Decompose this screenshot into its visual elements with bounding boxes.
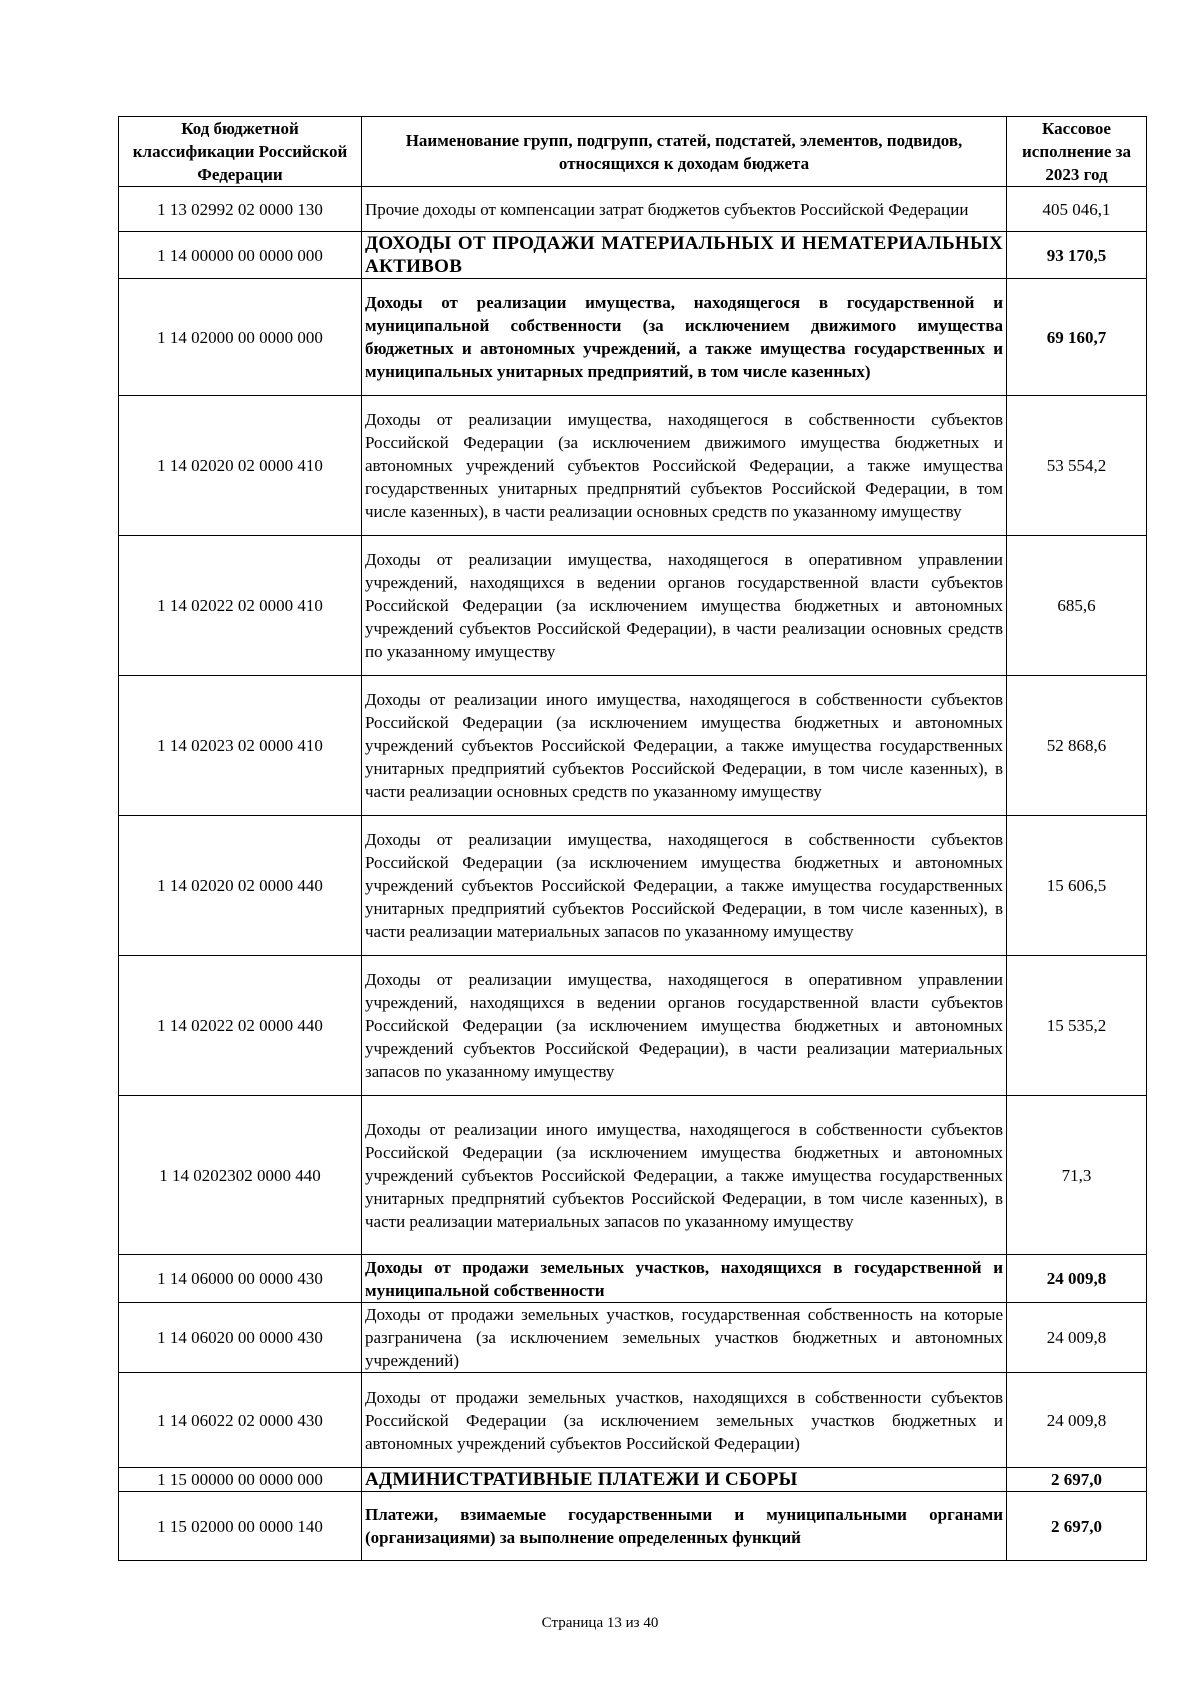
row-amount: 405 046,1 [1007,187,1147,232]
row-amount: 685,6 [1007,536,1147,676]
table-row [119,1096,1147,1255]
header-code: Код бюджетной классификации Российской Федерации [119,117,362,187]
page-number: Страница 13 из 40 [541,1615,659,1631]
row-amount: 24 009,8 [1007,1255,1147,1303]
table-row [119,956,1147,1096]
header-amount: Кассовое исполнение за 2023 год [1007,117,1147,187]
row-name: Доходы от реализации иного имущества, находящегося в собственности субъектов Российской Федерации (за исключением имущества бюджетных и автономных учреждений субъектов Российской Федерации, а также имущества государственных унитарных предпрнятий субъектов Российской Федерации, в том числе казенных), в части реализации материальных запасов по указанному имуществу [362,1096,1007,1255]
row-code: 1 13 02992 02 0000 130 [119,187,362,232]
row-amount: 2 697,0 [1007,1468,1147,1492]
table-row [119,1373,1147,1468]
row-name: Доходы от реализации имущества, находящегося в оперативном управлении учреждений, находящихся в ведении органов государственной власти субъектов Российской Федерации (за исключением имущества бюджетных и автономных учреждений субъектов Российской Федерации), в части реализации материальных запасов по указанному имуществу [362,956,1007,1096]
table-row [119,1492,1147,1561]
row-name: Доходы от реализации имущества, находящегося в государственной и муниципальной собственности (за исключением движимого имущества бюджетных и автономных учреждений, а также имущества государственных и муниципальных унитарных предприятий, в том числе казенных) [362,279,1007,396]
row-amount: 2 697,0 [1007,1492,1147,1561]
row-code: 1 15 00000 00 0000 000 [119,1468,362,1492]
table-row [119,1303,1147,1373]
table-row [119,187,1147,232]
table-row [119,1468,1147,1492]
row-code: 1 14 02022 02 0000 440 [119,956,362,1096]
table-row [119,279,1147,396]
table-row [119,396,1147,536]
row-name: Доходы от реализации имущества, находящегося в оперативном управлении учреждений, находящихся в ведении органов государственной власти субъектов Российской Федерации (за исключением имущества бюджетных и автономных учреждений субъектов Российской Федерации), в части реализации основных средств по указанному имуществу [362,536,1007,676]
row-name: Доходы от реализации имущества, находящегося в собственности субъектов Российской Федерации (за исключением имущества бюджетных и автономных учреждений субъектов Российской Федерации, а также имущества государственных унитарных предприятий субъектов Российской Федерации, в том числе казенных), в части реализации материальных запасов по указанному имуществу [362,816,1007,956]
row-code: 1 14 02023 02 0000 410 [119,676,362,816]
row-code: 1 14 06000 00 0000 430 [119,1255,362,1303]
row-amount: 24 009,8 [1007,1303,1147,1373]
row-amount: 15 606,5 [1007,816,1147,956]
row-name: Доходы от продажи земельных участков, находящихся в собственности субъектов Российской Федерации (за исключением земельных участков бюджетных и автономных учреждений субъектов Российской Федерации) [362,1373,1007,1468]
row-name: Доходы от реализации имущества, находящегося в собственности субъектов Российской Федерации (за исключением движимого имущества бюджетных и автономных учреждений субъектов Российской Федерации, а также имущества государственных унитарных предпрнятий субъектов Российской Федерации, в том числе казенных), в части реализации основных средств по указанному имуществу [362,396,1007,536]
table-row [119,816,1147,956]
row-name: Доходы от реализации иного имущества, находящегося в собственности субъектов Российской Федерации (за исключением имущества бюджетных и автономных учреждений субъектов Российской Федерации, а также имущества государственных унитарных предприятий субъектов Российской Федерации, в том числе казенных), в части реализации основных средств по указанному имуществу [362,676,1007,816]
row-name: ДОХОДЫ ОТ ПРОДАЖИ МАТЕРИАЛЬНЫХ И НЕМАТЕРИАЛЬНЫХ АКТИВОВ [362,232,1007,279]
row-amount: 53 554,2 [1007,396,1147,536]
row-code: 1 14 02020 02 0000 440 [119,816,362,956]
row-code: 1 14 02020 02 0000 410 [119,396,362,536]
row-name: АДМИНИСТРАТИВНЫЕ ПЛАТЕЖИ И СБОРЫ [362,1468,1007,1492]
row-code: 1 14 06022 02 0000 430 [119,1373,362,1468]
table-header-row [119,117,1147,187]
row-code: 1 14 00000 00 0000 000 [119,232,362,279]
row-code: 1 14 02000 00 0000 000 [119,279,362,396]
table-row [119,536,1147,676]
row-amount: 71,3 [1007,1096,1147,1255]
table-row [119,232,1147,279]
row-amount: 15 535,2 [1007,956,1147,1096]
table-row [119,676,1147,816]
row-code: 1 15 02000 00 0000 140 [119,1492,362,1561]
row-name: Платежи, взимаемые государственными и муниципальными органами (организациями) за выполнение определенных функций [362,1492,1007,1561]
revenue-table [118,116,1147,1561]
row-amount: 93 170,5 [1007,232,1147,279]
row-amount: 69 160,7 [1007,279,1147,396]
row-code: 1 14 0202302 0000 440 [119,1096,362,1255]
table-row [119,1255,1147,1303]
header-name: Наименование групп, подгрупп, статей, подстатей, элементов, подвидов, относящихся к доходам бюджета [362,117,1007,187]
row-name: Прочие доходы от компенсации затрат бюджетов субъектов Российской Федерации [362,187,1007,232]
row-code: 1 14 02022 02 0000 410 [119,536,362,676]
row-name: Доходы от продажи земельных участков, государственная собственность на которые разграничена (за исключением земельных участков бюджетных и автономных учреждений) [362,1303,1007,1373]
row-name: Доходы от продажи земельных участков, находящихся в государственной и муниципальной собственности [362,1255,1007,1303]
row-code: 1 14 06020 00 0000 430 [119,1303,362,1373]
row-amount: 24 009,8 [1007,1373,1147,1468]
row-amount: 52 868,6 [1007,676,1147,816]
